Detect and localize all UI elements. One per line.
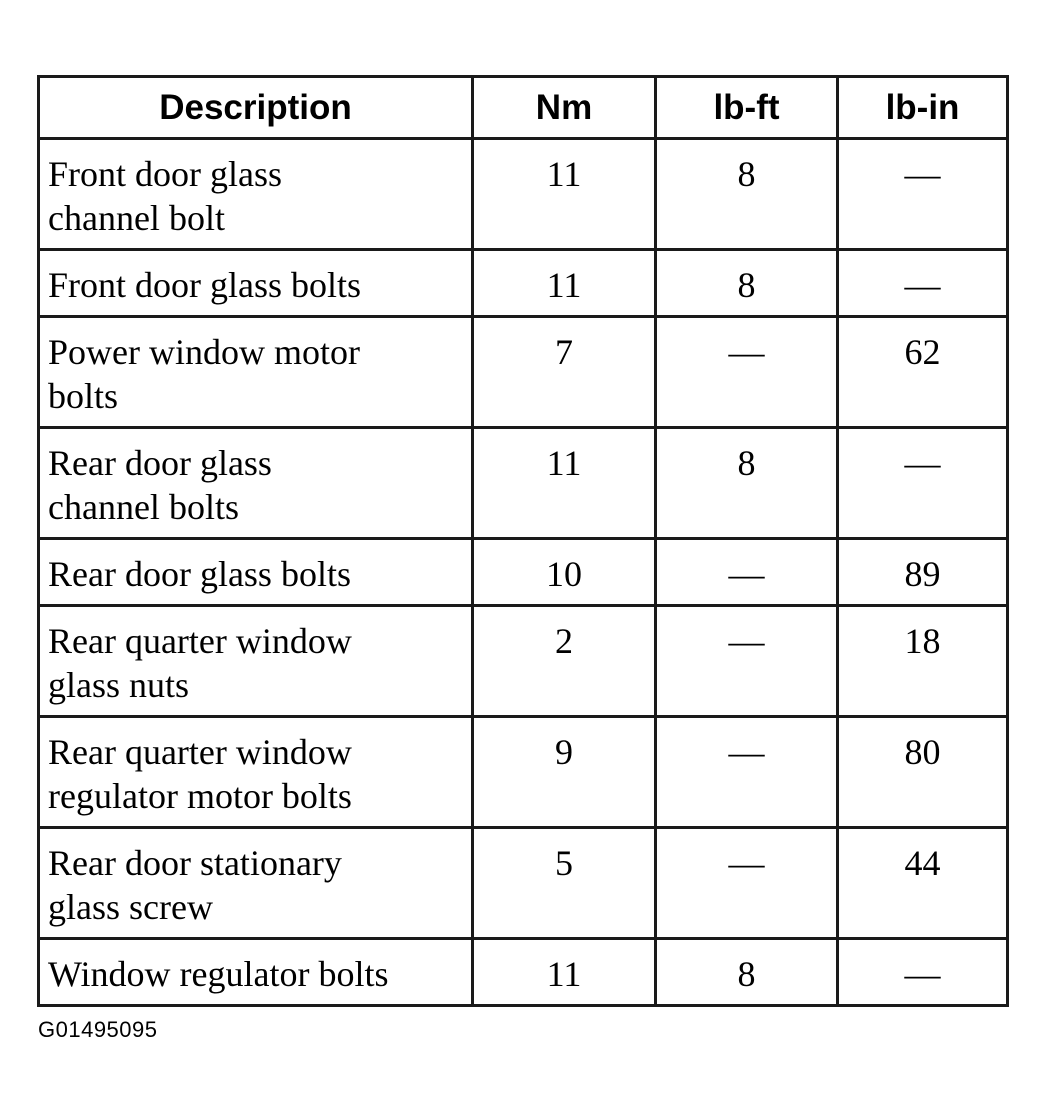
description-cell: [39, 606, 473, 717]
figure-id-caption: G01495095: [38, 1017, 158, 1042]
description-line: bolts: [48, 376, 119, 416]
description-cell: [39, 539, 473, 606]
description-line: Power window motor: [48, 332, 360, 372]
description-line: Rear door stationary: [48, 843, 342, 883]
header-description: Description: [39, 77, 473, 139]
description-cell: [39, 250, 473, 317]
header-nm: Nm: [473, 77, 656, 139]
nm-cell: 11: [473, 428, 656, 539]
description-line: Rear door glass: [48, 443, 272, 483]
table-row: [39, 428, 1008, 539]
lbin-cell: 44: [838, 828, 1008, 939]
header-lbin: lb-in: [838, 77, 1008, 139]
lbin-cell: —: [838, 939, 1008, 1006]
lbin-cell: —: [838, 139, 1008, 250]
description-line: Front door glass: [48, 154, 282, 194]
description-line: Rear quarter window: [48, 732, 352, 772]
description-cell: [39, 317, 473, 428]
nm-cell: 9: [473, 717, 656, 828]
lbin-cell: 62: [838, 317, 1008, 428]
lbin-cell: —: [838, 250, 1008, 317]
description-line: glass screw: [48, 887, 213, 927]
lbft-cell: 8: [656, 939, 838, 1006]
description-cell: [39, 717, 473, 828]
nm-cell: 7: [473, 317, 656, 428]
nm-cell: 10: [473, 539, 656, 606]
table-row: [39, 539, 1008, 606]
header-lbft: lb-ft: [656, 77, 838, 139]
description-line: Window regulator bolts: [48, 954, 389, 994]
table-row: [39, 139, 1008, 250]
description-cell: [39, 139, 473, 250]
table-row: [39, 606, 1008, 717]
lbft-cell: —: [656, 828, 838, 939]
description-cell: [39, 939, 473, 1006]
lbft-cell: —: [656, 317, 838, 428]
nm-cell: 5: [473, 828, 656, 939]
lbft-cell: —: [656, 717, 838, 828]
nm-cell: 11: [473, 939, 656, 1006]
description-cell: [39, 828, 473, 939]
lbft-cell: —: [656, 539, 838, 606]
description-line: channel bolt: [48, 198, 225, 238]
description-line: regulator motor bolts: [48, 776, 352, 816]
table-row: [39, 250, 1008, 317]
description-line: Rear door glass bolts: [48, 554, 351, 594]
torque-spec-table: [37, 75, 1009, 1007]
description-line: channel bolts: [48, 487, 239, 527]
nm-cell: 11: [473, 139, 656, 250]
lbft-cell: 8: [656, 428, 838, 539]
lbft-cell: 8: [656, 250, 838, 317]
lbin-cell: 89: [838, 539, 1008, 606]
lbft-cell: 8: [656, 139, 838, 250]
table-row: [39, 939, 1008, 1006]
lbft-cell: —: [656, 606, 838, 717]
description-line: glass nuts: [48, 665, 190, 705]
description-cell: [39, 428, 473, 539]
description-line: Rear quarter window: [48, 621, 352, 661]
header-row: [39, 77, 1008, 139]
table-row: [39, 317, 1008, 428]
lbin-cell: 80: [838, 717, 1008, 828]
table-row: [39, 717, 1008, 828]
description-line: Front door glass bolts: [48, 265, 362, 305]
lbin-cell: —: [838, 428, 1008, 539]
nm-cell: 2: [473, 606, 656, 717]
nm-cell: 11: [473, 250, 656, 317]
table-row: [39, 828, 1008, 939]
lbin-cell: 18: [838, 606, 1008, 717]
